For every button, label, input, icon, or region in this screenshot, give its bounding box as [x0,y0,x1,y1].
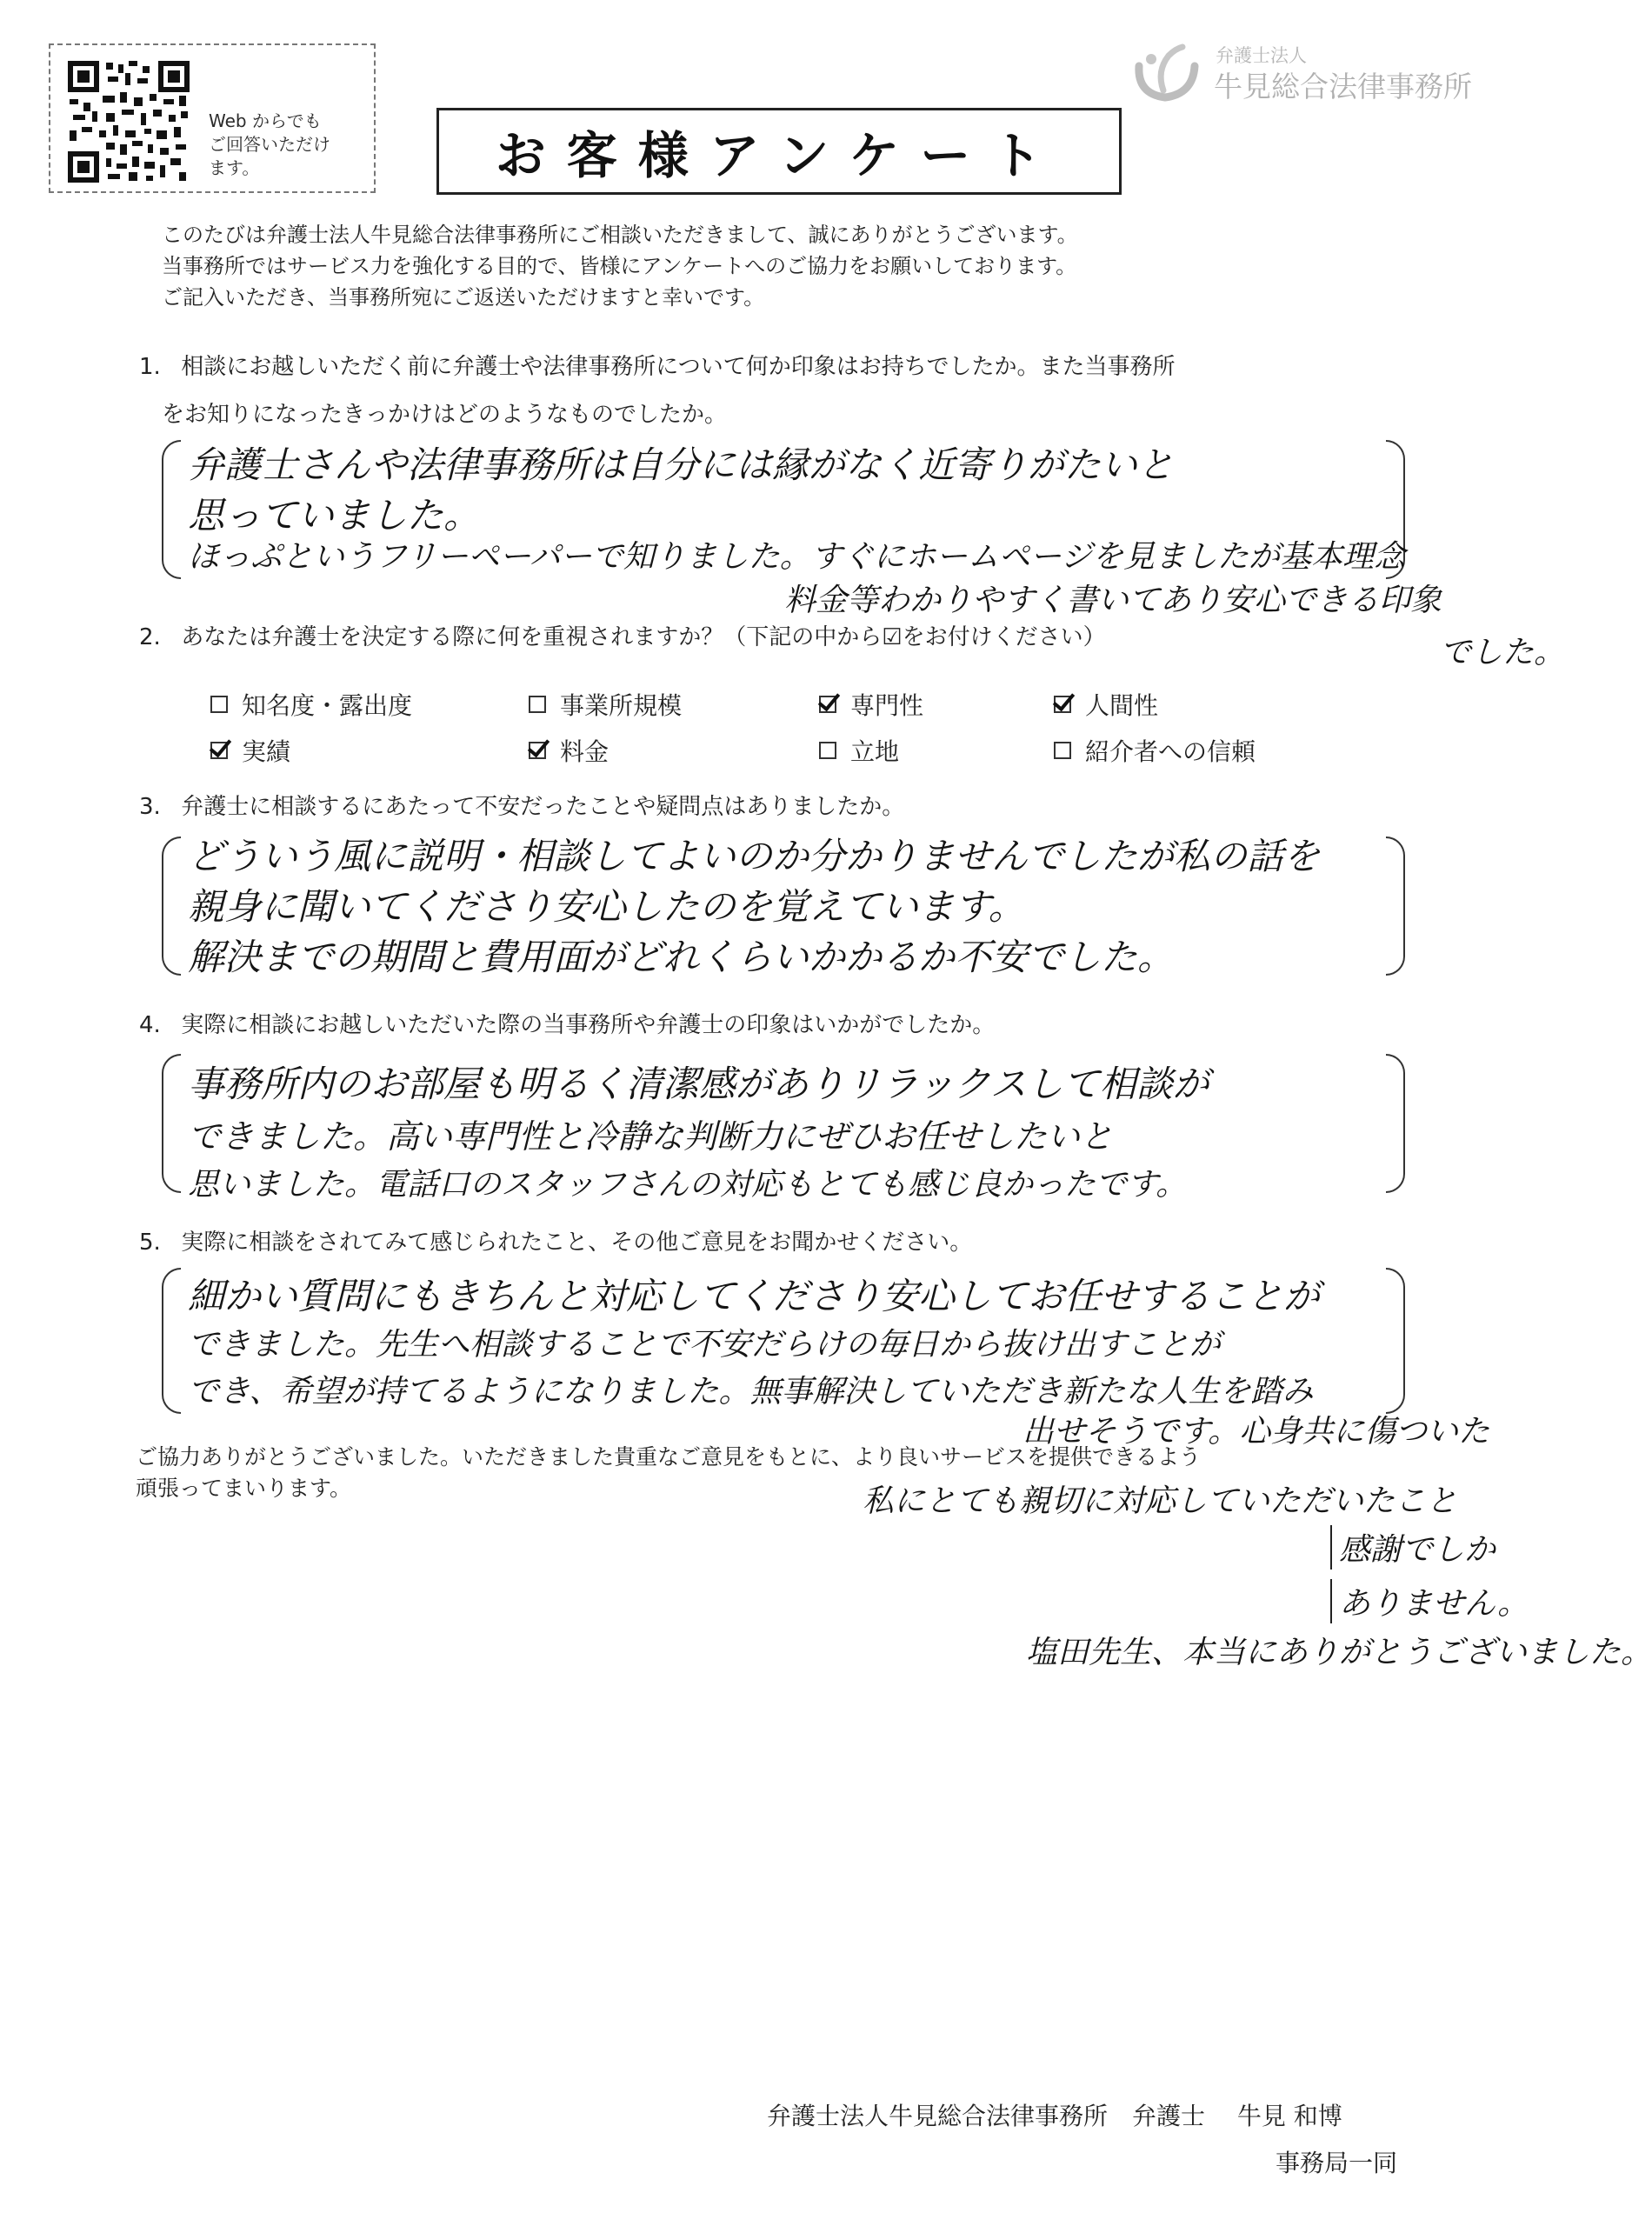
answer-bracket-left [162,1054,181,1193]
checkbox[interactable] [819,742,836,759]
question-text: 相談にお越しいただく前に弁護士や法律事務所について何か印象はお持ちでしたか。また当事務所 [181,354,1176,380]
firm-logo-name: 牛見総合法律事務所 [1214,70,1472,103]
signature-firm-lawyer: 弁護士法人牛見総合法律事務所 弁護士 牛見 和博 [767,2102,1342,2130]
checklist-option[interactable] [819,687,923,722]
handwritten-answer-line: ほっぷというフリーペーパーで知りました。すぐにホームページを見ましたが基本理念 [188,539,1406,575]
firm-logo [1130,40,1504,106]
option-label: 専門性 [850,691,924,720]
option-label: 知名度・露出度 [242,691,413,720]
answer-bracket-right [1386,1268,1405,1414]
qr-code-icon [68,61,190,183]
handwritten-answer-line: 思っていました。 [188,494,481,537]
answer-bracket-left [162,440,181,579]
question-3 [139,785,904,829]
handwritten-answer-line: 出せそうです。心身共に傷ついた [1023,1414,1490,1450]
question-number: 1. [139,354,161,380]
closing-text [136,1442,1201,1504]
checklist-option[interactable] [819,733,899,768]
handwritten-answer-line: でした。 [1440,635,1566,670]
question-number: 3. [139,794,161,820]
question-2 [139,616,1106,659]
handwritten-answer-line: 塩田先生、本当にありがとうございました。 [1026,1635,1652,1670]
handwritten-answer-line: できました。先生へ相談することで不安だらけの毎日から抜け出すことが [188,1327,1222,1363]
checklist-option[interactable] [1054,687,1158,722]
option-label: 料金 [560,737,610,766]
option-label: 実績 [242,737,291,766]
handwritten-answer-line: 私にとても親切に対応していただいたこと [863,1483,1458,1519]
question-1-line2: をお知りになったきっかけはどのようなものでしたか。 [162,402,728,428]
question-text: 弁護士に相談するにあたって不安だったことや疑問点はありましたか。 [181,794,905,820]
signature-staff: 事務局一同 [1276,2149,1398,2177]
question-text: あなたは弁護士を決定する際に何を重視されますか？（下記の中から☑をお付けください） [181,624,1106,650]
intro-text [162,219,1466,313]
handwritten-answer-line: できました。高い専門性と冷静な判断力にぜひお任せしたいと [188,1117,1114,1156]
option-label: 立地 [850,737,900,766]
checklist-option[interactable] [529,733,609,768]
checkbox-checked[interactable] [210,742,228,759]
question-text: 実際に相談にお越しいただいた際の当事務所や弁護士の印象はいかがでしたか。 [181,1012,996,1038]
question-1 [139,345,1176,389]
handwritten-answer-line: 感謝でしか [1330,1525,1495,1570]
checklist-option[interactable] [1054,733,1256,768]
handwritten-answer-line: 思いました。電話口のスタッフさんの対応もとても感じ良かったです。 [188,1167,1188,1203]
question-number: 4. [139,1012,161,1038]
closing-line: 頑張ってまいります。 [136,1476,352,1501]
option-label: 事業所規模 [560,691,683,720]
handwritten-answer-line: 料金等わかりやすく書いてあり安心できる印象 [784,583,1442,618]
question-5 [139,1221,972,1264]
option-label: 紹介者への信頼 [1085,737,1256,766]
handwritten-answer-line: 弁護士さんや法律事務所は自分には縁がなく近寄りがたいと [188,443,1175,486]
handwritten-answer-line: 親身に聞いてくださり安心したのを覚えています。 [188,885,1025,928]
handwritten-answer-line: 細かい質問にもきちんと対応してくださり安心してお任せすることが [188,1275,1321,1317]
answer-bracket-right [1386,1054,1405,1193]
intro-line: ご記入いただき、当事務所宛にご返送いただけますと幸いです。 [162,285,765,310]
option-label: 人間性 [1085,691,1159,720]
answer-bracket-right [1386,836,1405,976]
answer-bracket-left [162,1268,181,1414]
handwritten-answer-line: 解決までの期間と費用面がどれくらいかかるか不安でした。 [188,936,1175,978]
question-number: 5. [139,1230,161,1256]
checkbox[interactable] [1054,742,1071,759]
page-title: お客様アンケート [495,126,1063,185]
firm-logo-icon [1130,40,1205,106]
intro-line: このたびは弁護士法人牛見総合法律事務所にご相談いただきまして、誠にありがとうございます。 [162,223,1078,247]
handwritten-answer-line: でき、希望が持てるようになりました。無事解決していただき新たな人生を踏み [188,1374,1314,1410]
checkbox-checked[interactable] [1054,696,1071,713]
handwritten-answer-line: 事務所内のお部屋も明るく清潔感がありリラックスして相談が [188,1063,1209,1105]
survey-title-box [436,108,1122,195]
firm-logo-subtitle: 弁護士法人 [1216,45,1307,66]
intro-line: 当事務所ではサービス力を強化する目的で、皆様にアンケートへのご協力をお願いしております。 [162,254,1077,278]
checkbox[interactable] [210,696,228,713]
qr-code-caption: Web からでも ご回答いただけ ます。 [209,110,330,178]
qr-code-box [49,43,376,193]
question-number: 2. [139,624,161,650]
handwritten-answer-line: ありません。 [1330,1579,1529,1623]
handwritten-answer-line: どういう風に説明・相談してよいのか分かりませんでしたが私の話を [188,835,1321,877]
checkbox-checked[interactable] [819,696,836,713]
checklist-option[interactable] [529,687,682,722]
checkbox-checked[interactable] [529,742,546,759]
question-4 [139,1003,995,1047]
checklist-option[interactable] [210,733,290,768]
closing-line: ご協力ありがとうございました。いただきました貴重なご意見をもとに、より良いサービスを提供できるよう [136,1444,1202,1470]
checkbox[interactable] [529,696,546,713]
answer-bracket-left [162,836,181,976]
checklist-option[interactable] [210,687,412,722]
question-text: 実際に相談をされてみて感じられたこと、その他ご意見をお聞かせください。 [181,1230,973,1256]
